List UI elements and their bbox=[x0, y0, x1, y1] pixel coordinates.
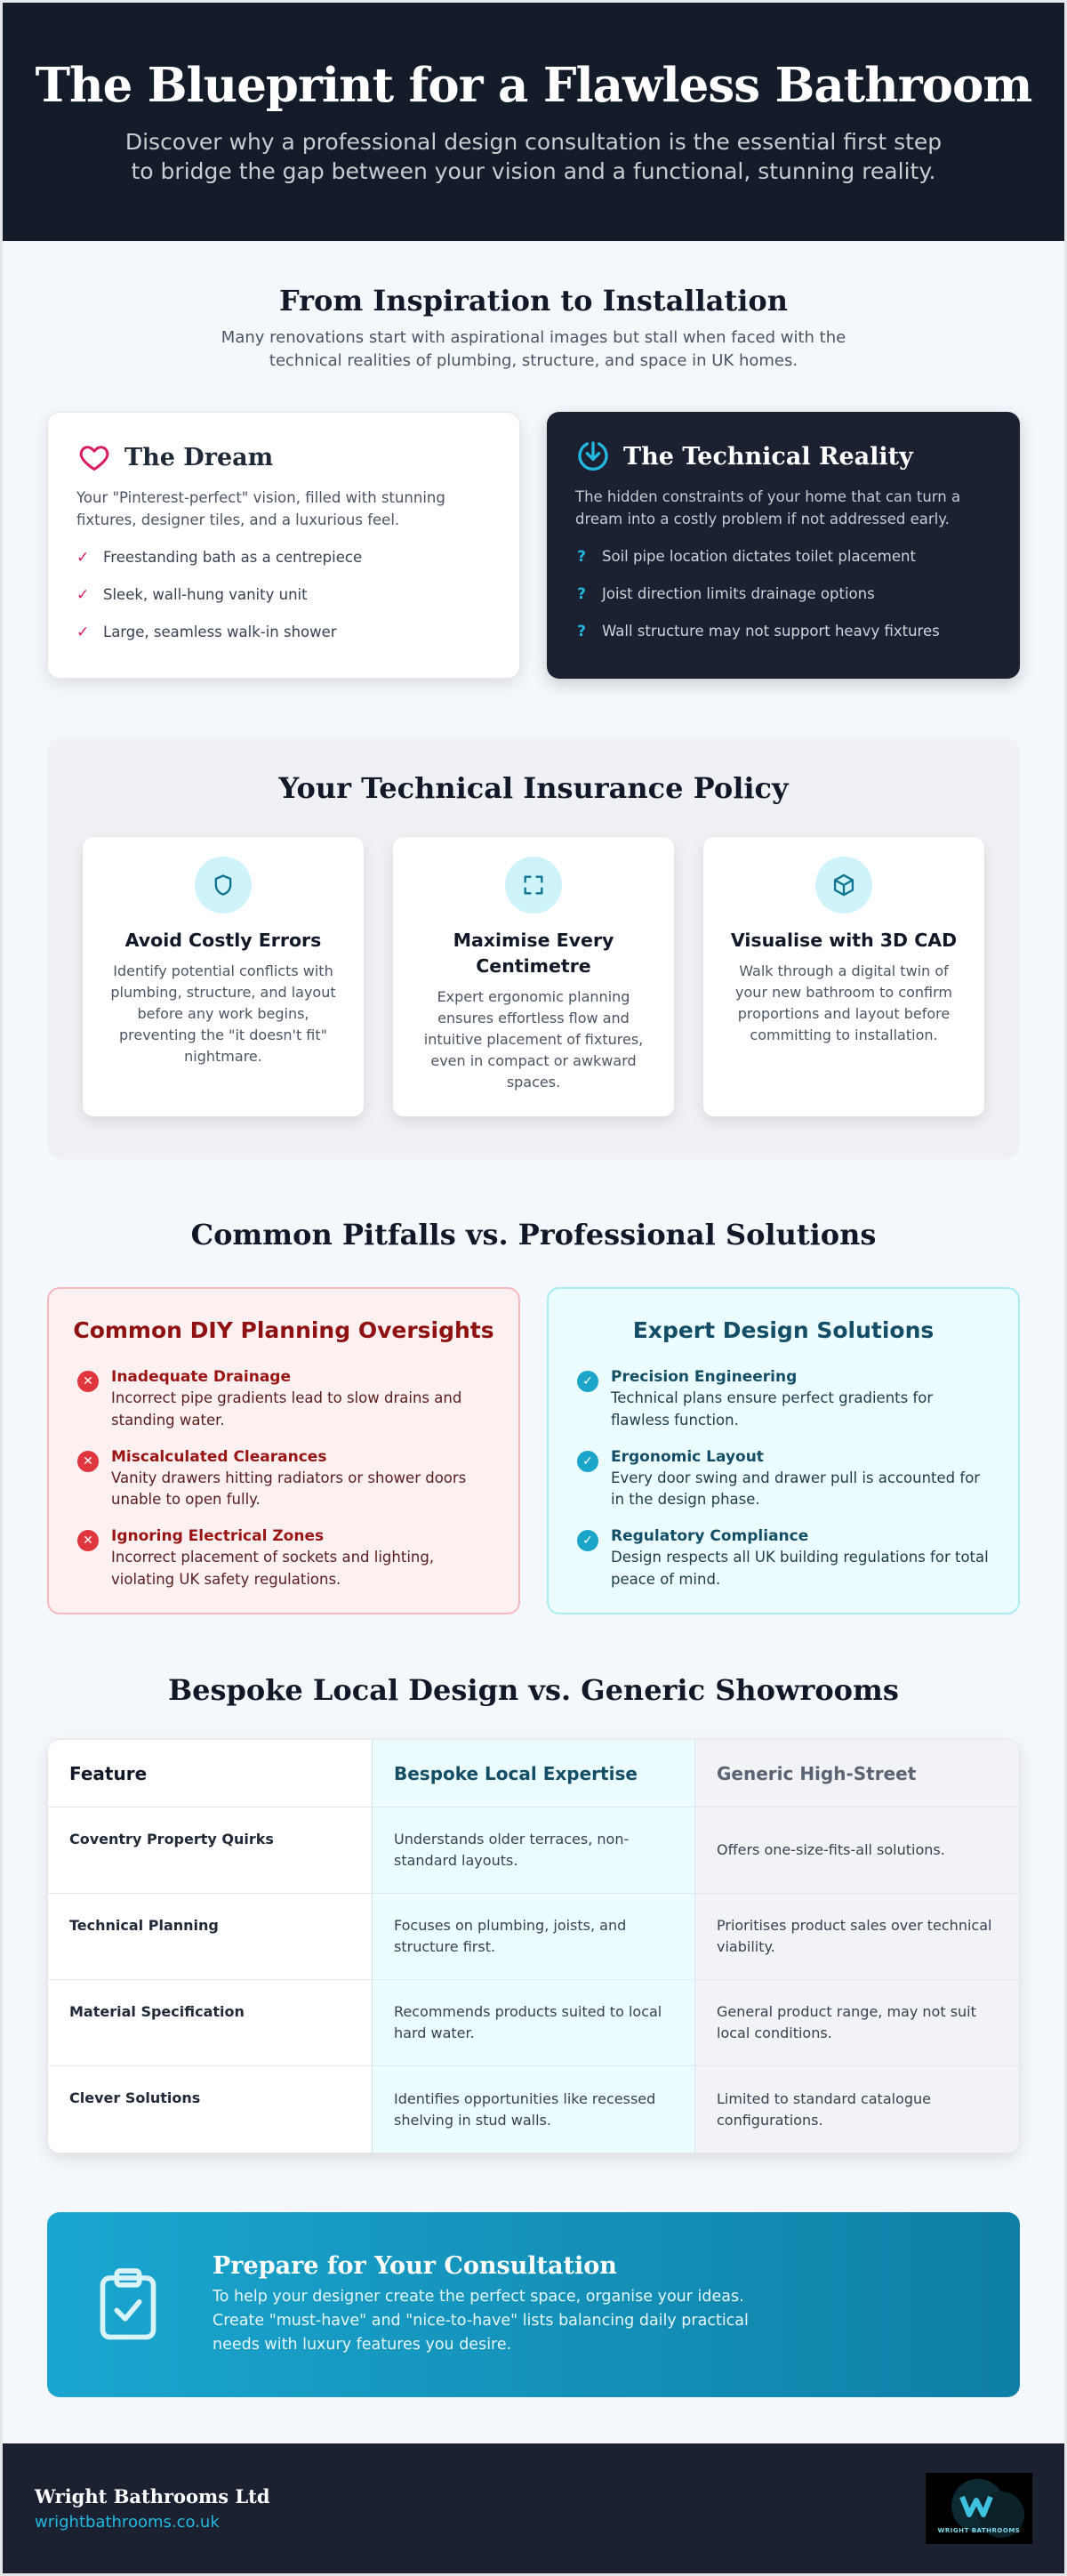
section-subtitle-inspiration: Many renovations start with aspirational images but stall when faced with the technical realities of plumbing, structure, and space in UK homes. bbox=[221, 328, 846, 371]
question-mark-icon: ? bbox=[577, 547, 586, 566]
dream-list bbox=[76, 539, 493, 651]
table-cell: Understands older terraces, non-standard layouts. bbox=[372, 1807, 695, 1893]
table-cell: Offers one-size-fits-all solutions. bbox=[695, 1807, 1019, 1893]
check-circle-icon: ✓ bbox=[577, 1530, 598, 1551]
company-logo bbox=[926, 2473, 1032, 2544]
list-item: ✕ Miscalculated Clearances Vanity drawers hitting radiators or shower doors unable to open fully. bbox=[77, 1448, 492, 1512]
table-cell: Focuses on plumbing, joists, and structure first. bbox=[372, 1894, 695, 1979]
table-row bbox=[48, 1980, 1019, 2066]
arrow-down-circle-icon bbox=[575, 439, 611, 474]
table-header-cell: Generic High-Street bbox=[695, 1740, 1019, 1807]
table-header-row bbox=[48, 1740, 1019, 1807]
list-item: ✕ Inadequate Drainage Incorrect pipe gradients lead to slow drains and standing water. bbox=[77, 1368, 492, 1432]
table-cell: Identifies opportunities like recessed shelving in stud walls. bbox=[372, 2066, 695, 2153]
checkmark-icon: ✓ bbox=[76, 623, 90, 641]
table-cell: General product range, may not suit local conditions. bbox=[695, 1980, 1019, 2065]
table-cell: Material Specification bbox=[69, 2003, 245, 2021]
x-circle-icon: ✕ bbox=[77, 1371, 99, 1392]
comparison-section bbox=[47, 1673, 1020, 2153]
website-link[interactable]: wrightbathrooms.co.uk bbox=[35, 2513, 220, 2532]
question-mark-icon: ? bbox=[577, 584, 586, 603]
cta-title: Prepare for Your Consultation bbox=[213, 2252, 617, 2280]
list-item: ✓ Ergonomic Layout Every door swing and drawer pull is accounted for in the design phase. bbox=[577, 1448, 991, 1512]
inspiration-section bbox=[47, 241, 1020, 679]
insurance-section bbox=[47, 737, 1020, 1159]
dream-card bbox=[47, 412, 520, 679]
table-row bbox=[48, 1807, 1019, 1894]
list-item: ✓ Freestanding bath as a centrepiece bbox=[76, 548, 363, 567]
x-circle-icon: ✕ bbox=[77, 1451, 99, 1472]
benefit-title: Maximise Every Centimetre bbox=[453, 930, 614, 977]
table-cell: Prioritises product sales over technical viability. bbox=[695, 1894, 1019, 1979]
table-cell: Recommends products suited to local hard water. bbox=[372, 1980, 695, 2065]
table-cell: Limited to standard catalogue configurations. bbox=[695, 2066, 1019, 2153]
benefit-text: Walk through a digital twin of your new bathroom to confirm proportions and layout before committing to installation. bbox=[735, 962, 952, 1043]
benefit-card bbox=[83, 837, 364, 1116]
list-item: ✓ Large, seamless walk-in shower bbox=[76, 623, 337, 641]
benefit-card bbox=[703, 837, 984, 1116]
consultation-cta bbox=[47, 2212, 1020, 2397]
list-item: ✓ Precision Engineering Technical plans ensure perfect gradients for flawless function. bbox=[577, 1368, 991, 1432]
section-title-insurance: Your Technical Insurance Policy bbox=[278, 771, 789, 806]
list-item: ✕ Ignoring Electrical Zones Incorrect placement of sockets and lighting, violating UK safety regulations. bbox=[77, 1527, 492, 1591]
dream-title: The Dream bbox=[124, 443, 274, 471]
list-item: ? Soil pipe location dictates toilet placement bbox=[575, 538, 993, 576]
list-item: ? Wall structure may not support heavy fixtures bbox=[575, 613, 993, 650]
expert-title: Expert Design Solutions bbox=[632, 1317, 935, 1344]
cta-text: To help your designer create the perfect space, organise your ideas. Create "must-have" and "nice-to-have" lists balancing daily practical needs with luxury features you desire. bbox=[213, 2288, 749, 2355]
list-item: ✓ Regulatory Compliance Design respects all UK building regulations for total peace of mind. bbox=[577, 1527, 991, 1591]
section-title-pitfalls: Common Pitfalls vs. Professional Solutions bbox=[190, 1218, 877, 1252]
table-cell: Clever Solutions bbox=[69, 2089, 201, 2107]
maximize-icon bbox=[505, 857, 562, 914]
table-cell: Coventry Property Quirks bbox=[69, 1831, 274, 1848]
reality-card bbox=[547, 412, 1020, 679]
table-row bbox=[48, 2066, 1019, 2153]
reality-title: The Technical Reality bbox=[623, 442, 913, 471]
table-header-cell: Feature bbox=[69, 1762, 148, 1784]
section-title-comparison: Bespoke Local Design vs. Generic Showrooms bbox=[168, 1673, 899, 1708]
benefit-title: Visualise with 3D CAD bbox=[730, 930, 958, 952]
cube-icon bbox=[815, 857, 872, 914]
company-name: Wright Bathrooms Ltd bbox=[35, 2485, 270, 2508]
x-circle-icon: ✕ bbox=[77, 1530, 99, 1551]
benefit-text: Expert ergonomic planning ensures effortless flow and intuitive placement of fixtures, even in compact or awkward spaces. bbox=[423, 987, 644, 1091]
pitfalls-section bbox=[47, 1218, 1020, 1614]
heart-icon bbox=[76, 439, 112, 475]
table-row bbox=[48, 1894, 1019, 1980]
checkmark-icon: ✓ bbox=[76, 585, 90, 604]
benefit-text: Identify potential conflicts with plumbing, structure, and layout before any work begins, preventing the "it doesn't fit" nightmare. bbox=[110, 962, 336, 1065]
list-item: ✓ Sleek, wall-hung vanity unit bbox=[76, 585, 308, 604]
shield-icon bbox=[195, 857, 252, 914]
table-header-cell: Bespoke Local Expertise bbox=[372, 1740, 695, 1807]
footer bbox=[3, 2443, 1064, 2573]
page-title: The Blueprint for a Flawless Bathroom bbox=[35, 58, 1032, 113]
logo-wordmark: WRIGHT BATHROOMS bbox=[937, 2527, 1021, 2534]
check-circle-icon: ✓ bbox=[577, 1371, 598, 1392]
clipboard-check-icon bbox=[88, 2266, 168, 2343]
reality-description: The hidden constraints of your home that can turn a dream into a costly problem if not addressed early. bbox=[575, 488, 961, 527]
expert-solutions-card bbox=[547, 1287, 1020, 1614]
section-title-inspiration: From Inspiration to Installation bbox=[278, 284, 789, 318]
reality-list bbox=[575, 538, 993, 650]
table-cell: Technical Planning bbox=[69, 1917, 219, 1935]
question-mark-icon: ? bbox=[577, 622, 586, 640]
list-item: ? Joist direction limits drainage options bbox=[575, 576, 993, 613]
checkmark-icon: ✓ bbox=[76, 548, 90, 567]
benefit-title: Avoid Costly Errors bbox=[124, 930, 322, 952]
comparison-table bbox=[47, 1739, 1020, 2153]
diy-oversights-card bbox=[47, 1287, 520, 1614]
hero-subtitle: Discover why a professional design consultation is the essential first step to bridge the gap between your vision and a functional, stunning reality. bbox=[124, 128, 943, 185]
diy-title: Common DIY Planning Oversights bbox=[73, 1317, 494, 1344]
check-circle-icon: ✓ bbox=[577, 1451, 598, 1472]
hero-banner bbox=[3, 3, 1064, 241]
dream-description: Your "Pinterest-perfect" vision, filled with stunning fixtures, designer tiles, and a luxurious feel. bbox=[76, 489, 445, 528]
benefit-card bbox=[393, 837, 674, 1116]
